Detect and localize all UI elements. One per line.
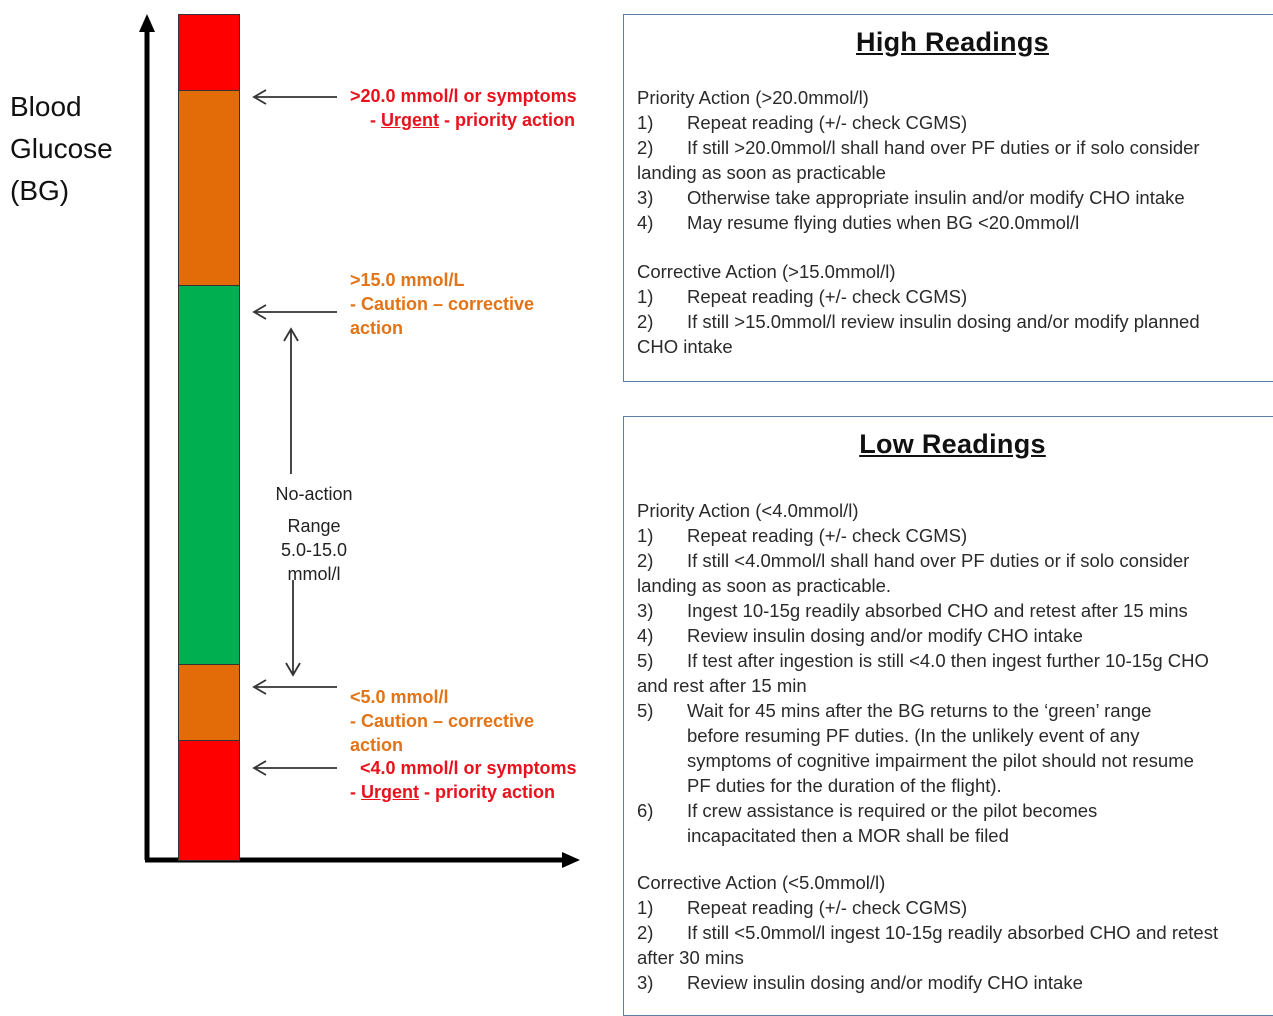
y-axis-arrowhead — [139, 14, 155, 32]
low-corrective-heading: Corrective Action (<5.0mmol/l) — [637, 872, 886, 893]
label-low-caution — [350, 685, 534, 757]
item-line: If crew assistance is required or the pilot becomes — [687, 800, 1098, 821]
item-text: If still <4.0mmol/l shall hand over PF duties or if solo consider — [687, 550, 1190, 571]
low-readings-title: Low Readings — [859, 429, 1046, 459]
item-text: Review insulin dosing and/or modify CHO intake — [687, 625, 1083, 646]
caution-text: action — [350, 735, 404, 755]
item-number: 2) — [637, 922, 654, 943]
item-line: PF duties for the duration of the flight). — [687, 775, 1002, 796]
x-axis-arrowhead — [562, 852, 580, 868]
caution-text: - Caution – corrective — [350, 294, 535, 314]
urgency-line — [350, 780, 577, 804]
item-continuation: landing as soon as practicable — [637, 162, 886, 183]
high-readings-title: High Readings — [856, 27, 1049, 57]
urgency-line — [350, 108, 577, 132]
item-text: Repeat reading (+/- check CGMS) — [687, 112, 968, 133]
band-low-urgent — [178, 740, 240, 861]
item-text: May resume flying duties when BG <20.0mmol/l — [687, 212, 1080, 233]
item-number: 1) — [637, 897, 654, 918]
list-item — [637, 135, 1268, 185]
item-number: 2) — [637, 137, 654, 158]
list-item — [637, 284, 1268, 309]
label-high-urgent — [350, 84, 577, 132]
item-line: incapacitated then a MOR shall be filed — [687, 825, 1009, 846]
item-continuation: landing as soon as practicable. — [637, 575, 892, 596]
dash: - — [350, 782, 361, 802]
item-number: 2) — [637, 311, 654, 332]
list-item — [637, 698, 1268, 798]
item-text: Repeat reading (+/- check CGMS) — [687, 525, 968, 546]
threshold-text: >20.0 mmol/l or symptoms — [350, 86, 577, 106]
range-text: Range — [287, 516, 341, 536]
range-unit: mmol/l — [287, 564, 341, 584]
threshold-text: <5.0 mmol/l — [350, 687, 449, 707]
item-text: Repeat reading (+/- check CGMS) — [687, 897, 968, 918]
list-item — [637, 920, 1268, 970]
urgent-word: Urgent — [361, 782, 419, 802]
range-value: 5.0-15.0 — [280, 540, 348, 560]
high-priority-heading: Priority Action (>20.0mmol/l) — [637, 87, 869, 108]
y-label-line: (BG) — [10, 175, 70, 206]
high-readings-panel — [623, 14, 1273, 382]
item-number: 5) — [637, 700, 654, 721]
item-number: 4) — [637, 212, 654, 233]
no-action-text: No-action — [275, 484, 353, 504]
item-continuation: CHO intake — [637, 336, 733, 357]
label-no-action — [262, 482, 366, 586]
list-item — [637, 623, 1268, 648]
low-priority-indented-list — [637, 698, 1268, 848]
list-item — [637, 598, 1268, 623]
item-number: 1) — [637, 112, 654, 133]
caution-text: - Caution – corrective — [350, 711, 535, 731]
item-number: 3) — [637, 972, 654, 993]
list-item — [637, 523, 1268, 548]
low-priority-heading: Priority Action (<4.0mmol/l) — [637, 500, 859, 521]
item-text: If still <5.0mmol/l ingest 10-15g readily absorbed CHO and retest — [687, 922, 1219, 943]
item-number: 1) — [637, 286, 654, 307]
item-number: 5) — [637, 650, 654, 671]
list-item — [637, 210, 1268, 235]
band-high-urgent — [178, 14, 240, 92]
low-corrective-list — [637, 895, 1268, 995]
band-high-caution — [178, 90, 240, 287]
low-priority-list — [637, 523, 1268, 698]
dash: - — [370, 110, 381, 130]
item-text: If still >15.0mmol/l review insulin dosing and/or modify planned — [687, 311, 1200, 332]
list-item — [637, 895, 1268, 920]
item-number: 1) — [637, 525, 654, 546]
list-item — [637, 185, 1268, 210]
low-readings-panel — [623, 416, 1273, 1016]
item-line: before resuming PF duties. (In the unlikely event of any — [687, 725, 1140, 746]
list-item — [637, 970, 1268, 995]
item-text — [687, 698, 1194, 798]
high-corrective-heading: Corrective Action (>15.0mmol/l) — [637, 261, 896, 282]
list-item — [637, 798, 1268, 848]
label-low-urgent — [350, 756, 577, 804]
bg-scale-diagram — [0, 0, 620, 1003]
action-text: - priority action — [419, 782, 556, 802]
y-label-line: Glucose — [10, 133, 113, 164]
item-text — [687, 798, 1097, 848]
band-no-action — [178, 285, 240, 666]
y-label-line: Blood — [10, 91, 82, 122]
item-text: Repeat reading (+/- check CGMS) — [687, 286, 968, 307]
item-number: 4) — [637, 625, 654, 646]
item-continuation: and rest after 15 min — [637, 675, 807, 696]
item-text: Review insulin dosing and/or modify CHO intake — [687, 972, 1083, 993]
item-number: 3) — [637, 187, 654, 208]
list-item — [637, 548, 1268, 598]
threshold-text: <4.0 mmol/l or symptoms — [360, 758, 577, 778]
item-text: If test after ingestion is still <4.0 then ingest further 10-15g CHO — [687, 650, 1209, 671]
threshold-text: >15.0 mmol/L — [350, 270, 465, 290]
caution-text: action — [350, 318, 404, 338]
item-text: Ingest 10-15g readily absorbed CHO and retest after 15 mins — [687, 600, 1188, 621]
list-item — [637, 648, 1268, 698]
item-continuation: after 30 mins — [637, 947, 744, 968]
item-line: symptoms of cognitive impairment the pilot should not resume — [687, 750, 1194, 771]
urgent-word: Urgent — [381, 110, 439, 130]
item-text: If still >20.0mmol/l shall hand over PF duties or if solo consider — [687, 137, 1200, 158]
item-line: Wait for 45 mins after the BG returns to the ‘green’ range — [687, 700, 1152, 721]
list-item — [637, 309, 1268, 359]
item-number: 3) — [637, 600, 654, 621]
item-number: 6) — [637, 800, 654, 821]
item-text: Otherwise take appropriate insulin and/or modify CHO intake — [687, 187, 1185, 208]
high-priority-list — [637, 110, 1268, 235]
high-corrective-list — [637, 284, 1268, 359]
label-high-caution — [350, 268, 534, 340]
item-number: 2) — [637, 550, 654, 571]
band-low-caution — [178, 664, 240, 742]
action-text: - priority action — [439, 110, 576, 130]
list-item — [637, 110, 1268, 135]
